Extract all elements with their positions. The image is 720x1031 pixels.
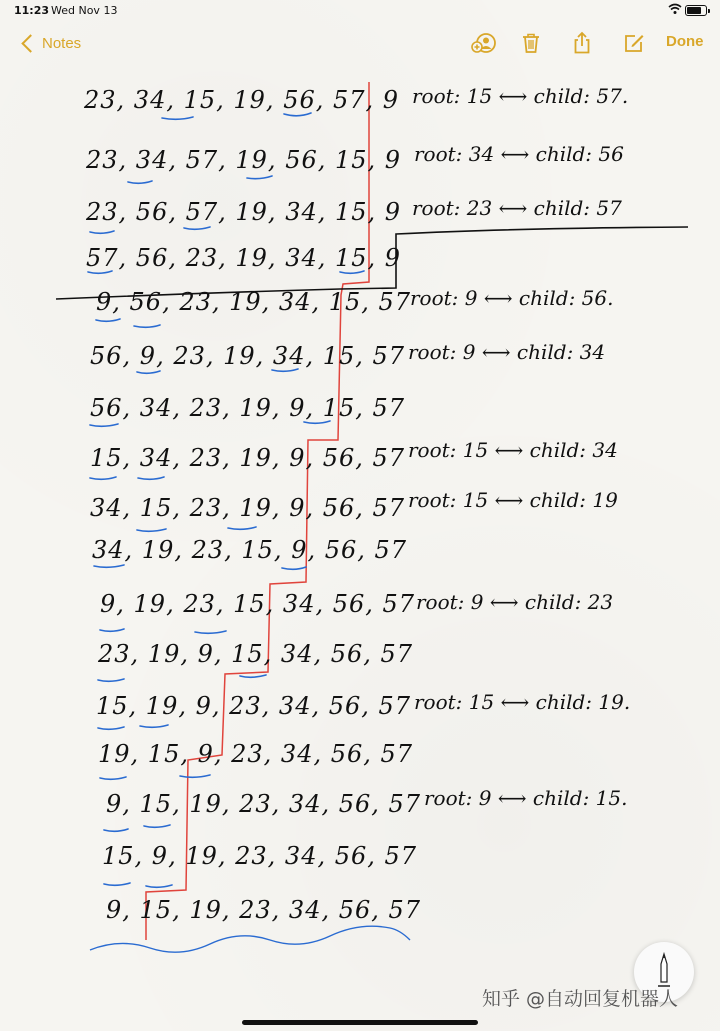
swap-note: root: 9 ⟷ child: 56. (410, 286, 614, 310)
heap-row: 15, 9, 19, 23, 34, 56, 57 (102, 842, 418, 870)
heap-row: 15, 34, 23, 19, 9, 56, 57 (90, 444, 406, 472)
heap-row: 15, 19, 9, 23, 34, 56, 57 (96, 692, 412, 720)
heap-row: 19, 15, 9, 23, 34, 56, 57 (98, 740, 414, 768)
swap-note: root: 9 ⟷ child: 23 (416, 590, 614, 614)
swap-note: root: 34 ⟷ child: 56 (414, 142, 624, 166)
heap-row: 34, 15, 23, 19, 9, 56, 57 (90, 494, 406, 522)
swap-note: root: 15 ⟷ child: 34 (408, 438, 618, 462)
heap-row: 56, 9, 23, 19, 34, 15, 57 (90, 342, 406, 370)
heap-row: 23, 34, 15, 19, 56, 57, 9 (84, 86, 400, 114)
home-indicator[interactable] (242, 1020, 478, 1025)
status-date: Wed Nov 13 (51, 4, 118, 17)
end-wave-underline (90, 926, 410, 952)
heap-row: 23, 34, 57, 19, 56, 15, 9 (86, 146, 402, 174)
watermark: 知乎 @自动回复机器人 (482, 988, 679, 1010)
swap-note: root: 15 ⟷ child: 57. (412, 84, 629, 108)
swap-note: root: 15 ⟷ child: 19. (414, 690, 631, 714)
status-time: 11:23 (14, 4, 50, 17)
swap-note: root: 9 ⟷ child: 34 (408, 340, 606, 364)
swap-note: root: 23 ⟷ child: 57 (412, 196, 622, 220)
done-button[interactable]: Done (666, 33, 704, 50)
heap-row: 9, 19, 23, 15, 34, 56, 57 (100, 590, 416, 618)
heap-row: 23, 19, 9, 15, 34, 56, 57 (98, 640, 414, 668)
heap-row: 56, 34, 23, 19, 9, 15, 57 (90, 394, 406, 422)
heap-row: 9, 56, 23, 19, 34, 15, 57 (96, 288, 412, 316)
heap-row: 57, 56, 23, 19, 34, 15, 9 (86, 244, 402, 272)
heap-row: 34, 19, 23, 15, 9, 56, 57 (92, 536, 408, 564)
swap-note: root: 9 ⟷ child: 15. (424, 786, 628, 810)
heap-row: 23, 56, 57, 19, 34, 15, 9 (86, 198, 402, 226)
back-button-label: Notes (42, 34, 82, 52)
heap-row: 9, 15, 19, 23, 34, 56, 57 (106, 896, 422, 924)
swap-note: root: 15 ⟷ child: 19 (408, 488, 618, 512)
heap-row: 9, 15, 19, 23, 34, 56, 57 (106, 790, 422, 818)
